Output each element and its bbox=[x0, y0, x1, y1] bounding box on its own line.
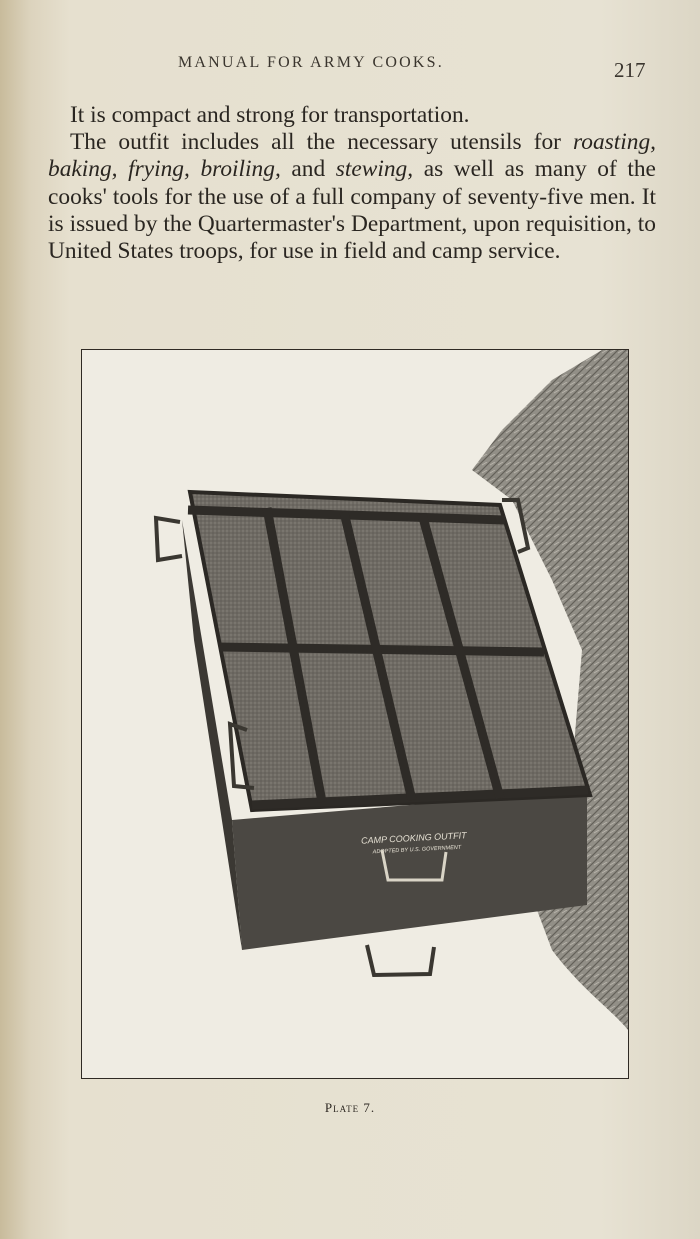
word-baking: baking, bbox=[48, 156, 118, 183]
word-frying: frying, bbox=[128, 156, 190, 183]
page-number: 217 bbox=[614, 58, 646, 82]
word-and: and bbox=[291, 156, 326, 183]
word-stewing: stewing, bbox=[335, 156, 414, 183]
paragraph-2-intro: The outfit includes all the necessary utensils for bbox=[70, 129, 561, 156]
body-text bbox=[48, 102, 656, 265]
handle-top-left bbox=[156, 518, 182, 560]
plate-caption: Plate 7. bbox=[324, 1100, 376, 1115]
handle-bottom bbox=[367, 945, 434, 975]
word-as: as bbox=[423, 156, 444, 183]
box-label-line-1: CAMP COOKING OUTFIT bbox=[360, 830, 467, 846]
plate-photograph bbox=[81, 349, 629, 1079]
camp-cooking-outfit-image bbox=[82, 350, 628, 1078]
word-broiling: broiling, bbox=[200, 156, 281, 183]
paragraph-1-text: It is compact and strong for transportation. bbox=[70, 102, 470, 128]
box-front bbox=[232, 790, 587, 950]
paragraph-2 bbox=[48, 129, 656, 265]
running-title: MANUAL FOR ARMY COOKS. bbox=[178, 54, 444, 71]
box-label-line-2: ADOPTED BY U.S. GOVERNMENT bbox=[372, 844, 462, 856]
paragraph-2-rest: well as many of the cooks' tools for the use of a full company of seventy-five men. It is issued by the Quartermaster's Department, upon requisition, to United States troops, for use in field and camp service. bbox=[48, 156, 656, 265]
paragraph-1 bbox=[48, 102, 656, 129]
word-roasting: roasting, bbox=[573, 129, 656, 156]
